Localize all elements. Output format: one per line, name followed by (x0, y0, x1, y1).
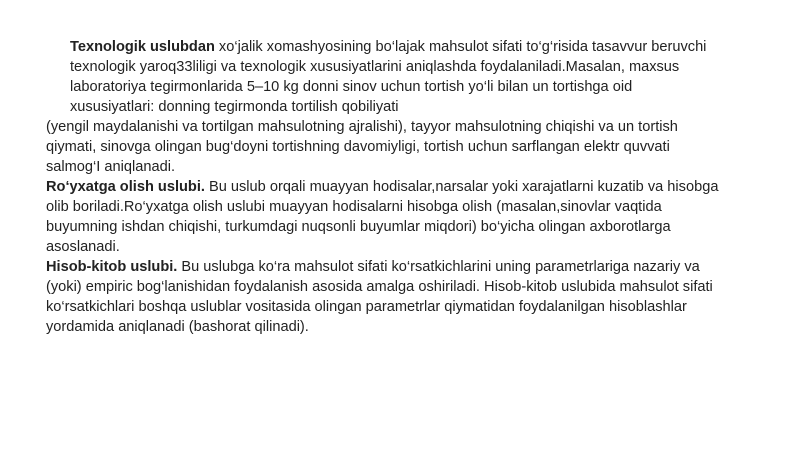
paragraph-3-line-2: (yoki) empiric bog‘lanishidan foydalanish asosida amalga oshiriladi. Hisob-kitob uslubida mahsulot sifati (46, 279, 713, 295)
paragraph-1-text: xo‘jalik xomashyosining bo‘lajak mahsulot sifati to‘g‘risida tasavvur beruvchi (214, 39, 707, 55)
paragraph-1-line-3: laboratoriya tegirmonlarida 5–10 kg donni sinov uchun tortish yo‘li bilan un tortishga oid (70, 79, 633, 95)
paragraph-3-heading: Hisob-kitob uslubi. (46, 259, 178, 275)
paragraph-1-line-4: xususiyatlari: donning tegirmonda tortilish qobiliyati (70, 99, 399, 115)
paragraph-2-line-1 (46, 177, 718, 197)
paragraph-2-line-3: buyumning ishdan chiqishi, turkumdagi nuqsonli buyumlar miqdori) bo‘yicha olingan axborotlarga (46, 219, 671, 235)
paragraph-3-line-4: yordamida aniqlanadi (bashorat qilinadi). (46, 319, 309, 335)
paragraph-3-text: Bu uslubga ko‘ra mahsulot sifati ko‘rsatkichlarini uning parametrlariga nazariy va (177, 259, 700, 275)
paragraph-2-heading: Ro‘yxatga olish uslubi. (46, 179, 205, 195)
paragraph-1-line-1 (70, 37, 706, 57)
paragraph-3-line-1 (46, 257, 700, 277)
paragraph-1-line-2: texnologik yaroq33liligi va texnologik xususiyatlarini aniqlashda foydalaniladi.Masalan, maxsus (70, 59, 680, 75)
paragraph-2-line-4: asoslanadi. (46, 239, 120, 255)
paragraph-1-line-7: salmog‘I aniqlanadi. (46, 159, 175, 175)
paragraph-3-line-3: ko‘rsatkichlari boshqa uslublar vositasida olingan parametrlar qiymatidan foydalanilgan hisoblashlar (46, 299, 687, 315)
paragraph-1-line-6: qiymati, sinovga olingan bug‘doyni tortishning davomiyligi, tortish uchun sarflangan elektr quvvati (46, 139, 670, 155)
paragraph-1-line-5: (yengil maydalanishi va tortilgan mahsulotning ajralishi), tayyor mahsulotning chiqishi va un tortish (46, 119, 678, 135)
paragraph-2-text: Bu uslub orqali muayyan hodisalar,narsalar yoki xarajatlarni kuzatib va hisobga (204, 179, 719, 195)
paragraph-2-line-2: olib boriladi.Ro‘yxatga olish uslubi muayyan hodisalarni hisobga olish (masalan,sinovlar vaqtida (46, 199, 662, 215)
paragraph-1-heading: Texnologik uslubdan (70, 39, 215, 55)
